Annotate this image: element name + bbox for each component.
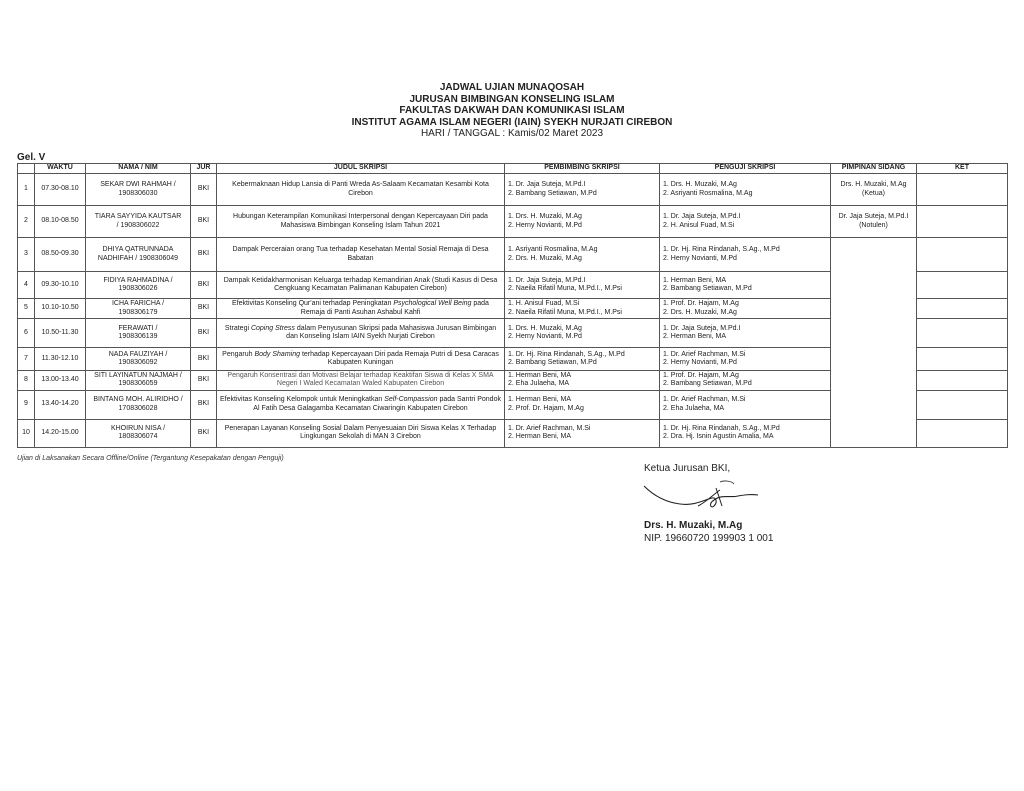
cell-no: 5 xyxy=(18,299,35,319)
cell-penguji xyxy=(660,319,831,348)
pembimbing-2: 2. Bambang Setiawan, M.Pd xyxy=(508,189,597,197)
cell-pembimbing xyxy=(505,299,660,319)
col-header-penguji: PENGUJI SKRIPSI xyxy=(660,164,831,174)
cell-waktu: 10.10-10.50 xyxy=(35,299,86,319)
table-row xyxy=(18,206,1008,238)
table-row xyxy=(18,174,1008,206)
student-nim: 1708306028 xyxy=(118,404,158,412)
pembimbing-2: 2. Prof. Dr. Hajam, M.Ag xyxy=(508,404,584,412)
judul-part: pada Remaja di Panti Asuhan Ashabul Kahfi xyxy=(300,300,489,316)
cell-nama-nim xyxy=(86,299,191,319)
judul-part: Pengaruh xyxy=(222,350,255,358)
pimpinan-name: Drs. H. Muzaki, M.Ag xyxy=(840,181,907,189)
cell-no: 8 xyxy=(18,371,35,391)
cell-waktu: 09.30-10.10 xyxy=(35,272,86,299)
cell-penguji xyxy=(660,238,831,272)
cell-waktu: 08.50-09.30 xyxy=(35,238,86,272)
student-name: FIDIYA RAHMADINA / xyxy=(103,276,173,284)
student-name: KHOIRUN NISA / xyxy=(110,424,166,432)
col-header-pimpinan: PIMPINAN SIDANG xyxy=(831,164,917,174)
pembimbing-2: 2. Drs. H. Muzaki, M.Ag xyxy=(508,254,582,262)
col-header-pembimbing: PEMBIMBING SKRIPSI xyxy=(505,164,660,174)
cell-pembimbing xyxy=(505,390,660,419)
student-name: TIARA SAYYIDA KAUTSAR xyxy=(94,213,182,221)
student-name: DHIYA QATRUNNADA xyxy=(102,246,174,254)
pembimbing-1: 1. Dr. Hj. Rina Rindanah, S.Ag., M.Pd xyxy=(508,350,625,358)
cell-penguji xyxy=(660,174,831,206)
pembimbing-1: 1. Asriyanti Rosmalina, M.Ag xyxy=(508,246,598,254)
cell-ket xyxy=(917,238,1008,272)
penguji-2: 2. Asriyanti Rosmalina, M.Ag xyxy=(663,189,753,197)
judul-part: Strategi xyxy=(224,324,251,332)
cell-no: 10 xyxy=(18,419,35,447)
cell-waktu: 07.30-08.10 xyxy=(35,174,86,206)
cell-penguji xyxy=(660,419,831,447)
penguji-1: 1. Dr. Jaja Suteja, M.Pd.I xyxy=(663,324,741,332)
cell-jur: BKI xyxy=(191,319,217,348)
cell-jur: BKI xyxy=(191,272,217,299)
cell-judul xyxy=(217,348,505,371)
cell-pembimbing xyxy=(505,238,660,272)
cell-nama-nim xyxy=(86,238,191,272)
pembimbing-1: 1. Dr. Jaja Suteja, M.Pd.I xyxy=(508,276,586,284)
pembimbing-1: 1. Dr. Jaja Suteja, M.Pd.I xyxy=(508,181,586,189)
cell-penguji xyxy=(660,272,831,299)
col-header-no xyxy=(18,164,35,174)
pembimbing-1: 1. H. Anisul Fuad, M.Si xyxy=(508,300,580,308)
cell-ket xyxy=(917,174,1008,206)
col-header-ket: KET xyxy=(917,164,1008,174)
signer-nip: NIP. 19660720 199903 1 001 xyxy=(644,533,774,544)
table-header-row xyxy=(18,164,1008,174)
judul-part: dalam Penyusunan Skripsi pada Mahasiswa Jurusan Bimbingan dan Konseling Islam IAIN Syekh Nurjati Cirebon xyxy=(286,324,497,340)
penguji-1: 1. Drs. H. Muzaki, M.Ag xyxy=(663,181,737,189)
cell-nama-nim xyxy=(86,272,191,299)
pimpinan-role: (Ketua) xyxy=(862,189,885,197)
cell-waktu: 10.50-11.30 xyxy=(35,319,86,348)
heading-line-3: FAKULTAS DAKWAH DAN KOMUNIKASI ISLAM xyxy=(399,105,625,116)
cell-judul: Pengaruh Konsentrasi dan Motivasi Belajar terhadap Keaktifan Siswa di Kelas X SMA Negeri I Waled Kecamatan Waled Kabupaten Cirebon xyxy=(217,371,505,391)
cell-ket xyxy=(917,206,1008,238)
judul-part: Efektivitas Konseling Kelompok untuk Meningkatkan xyxy=(220,396,385,404)
cell-jur: BKI xyxy=(191,299,217,319)
penguji-2: 2. Drs. H. Muzaki, M.Ag xyxy=(663,308,737,316)
cell-jur: BKI xyxy=(191,238,217,272)
judul-italic-term: Coping Stress xyxy=(250,324,295,332)
cell-nama-nim xyxy=(86,206,191,238)
judul-part: Efektivitas Konseling Qur'ani terhadap Peningkatan xyxy=(232,300,394,308)
cell-pembimbing xyxy=(505,371,660,391)
cell-pembimbing xyxy=(505,319,660,348)
cell-no: 6 xyxy=(18,319,35,348)
student-nim: 1808306074 xyxy=(118,433,158,441)
penguji-2: 2. Herman Beni, MA xyxy=(663,333,727,340)
cell-ket xyxy=(917,390,1008,419)
penguji-1: 1. Dr. Jaja Suteja, M.Pd.I xyxy=(663,213,741,221)
heading-date: HARI / TANGGAL : Kamis/02 Maret 2023 xyxy=(420,128,604,139)
pembimbing-2: 2. Naeila Rifatil Muna, M.Pd.I., M.Psi xyxy=(508,285,622,292)
cell-nama-nim xyxy=(86,419,191,447)
pembimbing-2: 2. Herny Novianti, M.Pd xyxy=(508,221,582,229)
cell-jur: BKI xyxy=(191,390,217,419)
pembimbing-1: 1. Drs. H. Muzaki, M.Ag xyxy=(508,324,582,332)
pembimbing-1: 1. Herman Beni, MA xyxy=(508,372,572,379)
document-heading xyxy=(0,82,1024,140)
student-name: FERAWATI / xyxy=(118,324,158,332)
cell-pembimbing xyxy=(505,272,660,299)
exam-footnote: Ujian di Laksanakan Secara Offline/Online (Tergantung Kesepakatan dengan Penguji) xyxy=(17,455,284,462)
col-header-waktu: WAKTU xyxy=(35,164,86,174)
penguji-1: 1. Dr. Hj. Rina Rindanah, S.Ag., M.Pd xyxy=(663,424,780,432)
cell-jur: BKI xyxy=(191,348,217,371)
cell-pembimbing xyxy=(505,419,660,447)
cell-judul xyxy=(217,390,505,419)
heading-line-4: INSTITUT AGAMA ISLAM NEGERI (IAIN) SYEKH NURJATI CIREBON xyxy=(351,116,673,128)
heading-line-1: JADWAL UJIAN MUNAQOSAH xyxy=(439,82,585,93)
cell-pimpinan xyxy=(831,206,917,238)
col-header-nama: NAMA / NIM xyxy=(86,164,191,174)
penguji-2: 2. Dra. Hj. Isnin Agustin Amalia, MA xyxy=(663,433,774,441)
cell-waktu: 08.10-08.50 xyxy=(35,206,86,238)
cell-no: 2 xyxy=(18,206,35,238)
pembimbing-1: 1. Dr. Arief Rachman, M.Si xyxy=(508,424,591,432)
student-name: BINTANG MOH. ALIRIDHO / xyxy=(93,396,183,404)
cell-nama-nim xyxy=(86,348,191,371)
student-name: SITI LAYINATUN NAJMAH / xyxy=(94,372,182,379)
student-nim: 1908306030 xyxy=(118,189,158,197)
cell-no: 9 xyxy=(18,390,35,419)
penguji-2: 2. Herny Novianti, M.Pd xyxy=(663,359,737,366)
pembimbing-1: 1. Herman Beni, MA xyxy=(508,396,572,404)
cell-judul xyxy=(217,319,505,348)
cell-judul: Hubungan Keterampilan Komunikasi Interpersonal dengan Kepercayaan Diri pada Mahasiswa Bimbingan Konseling Islam Tahun 2021 xyxy=(217,206,505,238)
cell-nama-nim xyxy=(86,319,191,348)
judul-italic-term: Self-Compassion xyxy=(384,396,438,404)
student-nim: 1908306179 xyxy=(118,308,158,316)
heading-line-2: JURUSAN BIMBINGAN KONSELING ISLAM xyxy=(409,93,615,105)
cell-pimpinan-merged xyxy=(831,238,917,448)
cell-waktu: 13.00-13.40 xyxy=(35,371,86,391)
cell-pembimbing xyxy=(505,348,660,371)
cell-jur: BKI xyxy=(191,206,217,238)
cell-penguji xyxy=(660,299,831,319)
signature-block xyxy=(644,463,844,544)
judul-part: terhadap Kepercayaan Diri pada Remaja Putri di Desa Caracas Kabupaten Kuningan xyxy=(300,350,499,366)
cell-nama-nim xyxy=(86,371,191,391)
signer-role: Ketua Jurusan BKI, xyxy=(644,463,731,474)
cell-nama-nim xyxy=(86,390,191,419)
student-nim: 1908306092 xyxy=(118,359,158,366)
cell-waktu: 11.30-12.10 xyxy=(35,348,86,371)
cell-pembimbing xyxy=(505,174,660,206)
judul-italic-term: Psychological Well Being xyxy=(393,300,472,308)
cell-judul: Dampak Perceraian orang Tua terhadap Kesehatan Mental Sosial Remaja di Desa Babatan xyxy=(217,238,505,272)
pembimbing-2: 2. Bambang Setiawan, M.Pd xyxy=(508,359,597,366)
cell-no: 1 xyxy=(18,174,35,206)
penguji-1: 1. Dr. Arief Rachman, M.Si xyxy=(663,350,746,358)
col-header-judul: JUDUL SKRIPSI xyxy=(217,164,505,174)
cell-penguji xyxy=(660,348,831,371)
penguji-2: 2. H. Anisul Fuad, M.Si xyxy=(663,221,735,229)
cell-jur: BKI xyxy=(191,419,217,447)
judul-italic-term: Body Shaming xyxy=(254,350,300,358)
cell-pembimbing xyxy=(505,206,660,238)
penguji-2: 2. Bambang Setiawan, M.Pd xyxy=(663,380,752,388)
penguji-2: 2. Bambang Setiawan, M.Pd xyxy=(663,285,752,292)
penguji-2: 2. Herny Novianti, M.Pd xyxy=(663,254,737,262)
penguji-1: 1. Dr. Hj. Rina Rindanah, S.Ag., M.Pd xyxy=(663,246,780,254)
signer-name: Drs. H. Muzaki, M.Ag xyxy=(644,520,743,531)
cell-ket xyxy=(917,299,1008,319)
cell-waktu: 14.20-15.00 xyxy=(35,419,86,447)
pembimbing-2: 2. Eha Julaeha, MA xyxy=(508,380,570,388)
cell-penguji xyxy=(660,206,831,238)
handwritten-signature xyxy=(642,476,762,516)
cell-ket xyxy=(917,319,1008,348)
cell-ket xyxy=(917,272,1008,299)
pimpinan-role: (Notulen) xyxy=(859,221,888,229)
student-name: SEKAR DWI RAHMAH / xyxy=(100,181,176,189)
cell-ket xyxy=(917,348,1008,371)
student-nim: 1908306059 xyxy=(118,380,158,388)
student-nim: NADHIFAH / 1908306049 xyxy=(97,254,179,262)
student-nim: 1908306026 xyxy=(118,285,158,292)
schedule-table xyxy=(17,163,1008,448)
cell-ket xyxy=(917,371,1008,391)
pembimbing-2: 2. Herny Novianti, M.Pd xyxy=(508,333,582,340)
pembimbing-2: 2. Naeila Rifatil Muna, M.Pd.I., M.Psi xyxy=(508,308,622,316)
cell-judul: Dampak Ketidakharmonisan Keluarga terhadap Kemandirian Anak (Studi Kasus di Desa Cengkuang Kecamatan Palimanan Kabupaten Cirebon) xyxy=(217,272,505,299)
cell-waktu: 13.40-14.20 xyxy=(35,390,86,419)
student-nim: 1908306139 xyxy=(118,333,158,340)
pembimbing-1: 1. Drs. H. Muzaki, M.Ag xyxy=(508,213,582,221)
table-row xyxy=(18,238,1008,272)
student-name: ICHA FARICHA / xyxy=(111,300,165,308)
cell-penguji xyxy=(660,390,831,419)
cell-judul xyxy=(217,299,505,319)
pimpinan-name: Dr. Jaja Suteja, M.Pd.I xyxy=(838,213,909,221)
cell-pimpinan xyxy=(831,174,917,206)
cell-no: 7 xyxy=(18,348,35,371)
penguji-1: 1. Prof. Dr. Hajam, M.Ag xyxy=(663,372,739,379)
judul-part: pada Santri Pondok Al Fatih Desa Galagamba Kecamatan Ciwaringin Kabupaten Cirebon xyxy=(253,396,501,412)
pembimbing-2: 2. Herman Beni, MA xyxy=(508,433,572,441)
penguji-1: 1. Dr. Arief Rachman, M.Si xyxy=(663,396,746,404)
cell-judul: Penerapan Layanan Konseling Sosial Dalam Penyesuaian Diri Siswa Kelas X Terhadap Lingkungan Sekolah di MAN 3 Cirebon xyxy=(217,419,505,447)
gel-label: Gel. V xyxy=(17,152,46,163)
penguji-2: 2. Eha Julaeha, MA xyxy=(663,404,725,412)
cell-judul: Kebermaknaan Hidup Lansia di Panti Wreda As-Salaam Kecamatan Kesambi Kota Cirebon xyxy=(217,174,505,206)
cell-ket xyxy=(917,419,1008,447)
penguji-1: 1. Herman Beni, MA xyxy=(663,276,727,284)
cell-no: 3 xyxy=(18,238,35,272)
col-header-jur: JUR xyxy=(191,164,217,174)
student-nim: / 1908306022 xyxy=(116,221,160,229)
penguji-1: 1. Prof. Dr. Hajam, M.Ag xyxy=(663,300,739,308)
cell-penguji xyxy=(660,371,831,391)
cell-jur: BKI xyxy=(191,371,217,391)
cell-nama-nim xyxy=(86,174,191,206)
cell-no: 4 xyxy=(18,272,35,299)
cell-jur: BKI xyxy=(191,174,217,206)
student-name: NADA FAUZIYAH / xyxy=(108,350,168,358)
